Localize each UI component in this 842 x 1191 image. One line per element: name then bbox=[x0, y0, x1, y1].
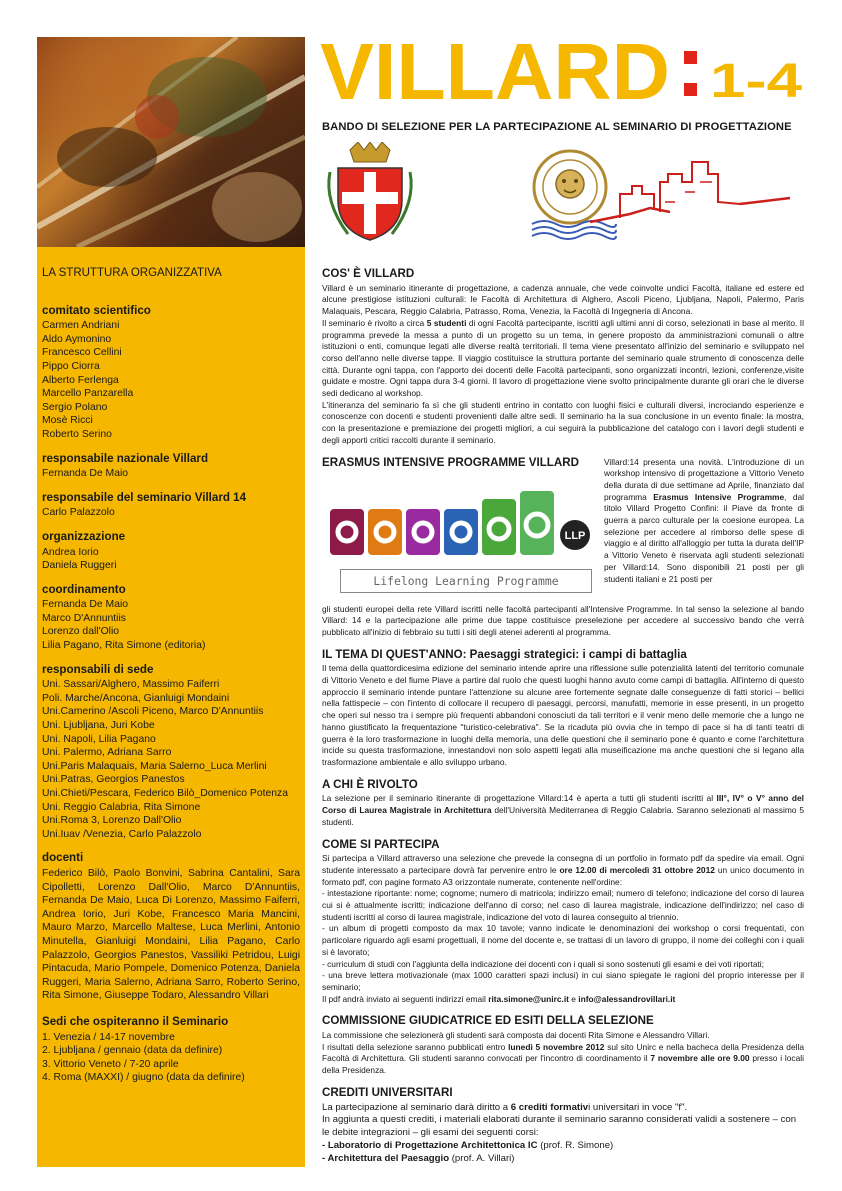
text-span: La partecipazione al seminario darà diritto a bbox=[322, 1101, 511, 1113]
list-item: Uni.Roma 3, Lorenzo Dall'Olio bbox=[42, 815, 182, 827]
list-item: Fernanda De Maio bbox=[42, 599, 129, 611]
list-item: Carmen Andriani bbox=[42, 320, 120, 332]
erasmus-section bbox=[322, 457, 804, 607]
list-item: Uni.Patras, Georgios Panestos bbox=[42, 774, 185, 786]
bold-span: - Architettura del Paesaggio bbox=[322, 1152, 450, 1164]
text-span: La selezione per il seminario itinerante di progettazione Villard:14 è aperta a tutti gli studenti iscritti al bbox=[322, 793, 717, 804]
docenti-list: Federico Bilò, Paolo Bonvini, Sabrina Cantalini, Sara Cipolletti, Lorenzo Dall'Olio, Marco D'Annuntiis, Fernanda De Maio, Luca Di Lorenzo, Massimo Faiferri, Andrea Iorio, Juri Kobe, Francesco Maria Mancini, Mauro Marzo, Marcello Maltese, Luca Merlini, Antonio Minutella, Gianluigi Mondaini, Lilia Pagano, Carlo Palazzolo, Georgios Panestos, Vassiliki Petridou, Luigi Pintacuda, Mario Pompele, Domenico Potenza, Daniela Ruggeri, Maria Salerno, Adriana Sarro, Roberto Serino, Rita Simone, Giuseppe Todaro, Alessandro Villari bbox=[42, 867, 300, 1002]
logo-colon-dot-top bbox=[684, 51, 697, 64]
come-item: - curriculum di studi con l'aggiunta della indicazione dei docenti con i quali si sono sostenuti gli esami e dei voti riportati; bbox=[322, 958, 764, 969]
page-subtitle: BANDO DI SELEZIONE PER LA PARTECIPAZIONE AL SEMINARIO DI PROGETTAZIONE bbox=[322, 121, 792, 133]
list-item: Francesco Cellini bbox=[42, 347, 122, 359]
lion-seal-icon bbox=[532, 151, 616, 239]
come-paragraph bbox=[322, 853, 804, 888]
sidebar-title: LA STRUTTURA ORGANIZZATIVA bbox=[42, 267, 222, 279]
list-item: Andrea Iorio bbox=[42, 546, 99, 558]
text-span: i universitari in voce "f". bbox=[588, 1101, 688, 1113]
organization-sidebar bbox=[37, 247, 305, 1167]
come-mail bbox=[322, 994, 804, 1006]
tema-paragraph: Il tema della quattordicesima edizione del seminario intende aprire una riflessione sulle potenzialità latenti del territorio comunale di Vittorio Veneto e del fiume Piave a partire dal ruolo che questi luoghi hanno avuto come campi di battaglia. All'interno di questo approccio il seminario intende puntare l'attenzione su alcune aree fortemente segnate dalle conseguenze di fatti storici – bellici nella fattispecie – con l'intento di collocare il recupero di paesaggi, percorsi, manufatti, memorie in esse presenti, in un progetto che operi sul nesso tra i sempre più frequenti abbandoni conosciuti da tali territori e il venir meno delle memorie che a lungo ne hanno giustificato la frequentazione "turistico-celebrativa". Se la ricaduta più ovvia che in tempo di pace si ha di tanti teatri di guerra è la loro trasformazione in luoghi della memoria, una delle questioni che il seminario pone è quanto e come l'architettura incide su questa trasformazione, innestandovi non solo aspetti legati alla museificazione ma anche questioni che si legano alla trasformazione ambientale e allo sviluppo urbano. bbox=[322, 663, 804, 767]
list-item: Alberto Ferlenga bbox=[42, 374, 119, 386]
text-span: un unico documento in formato pdf, con pagine formato A3 orizzontale numerate, contenente nell'ordine: bbox=[322, 864, 805, 887]
list-item: Pippo Ciorra bbox=[42, 360, 100, 372]
list-item: Uni. Sassari/Alghero, Massimo Faiferri bbox=[42, 679, 220, 691]
list-item: 1. Venezia / 14-17 novembre bbox=[42, 1031, 175, 1043]
sede-title: responsabili di sede bbox=[42, 662, 154, 676]
llp-badge: LLP bbox=[564, 529, 586, 542]
cos-title: COS' È VILLARD bbox=[322, 267, 415, 280]
list-item: Uni.Chieti/Pescara, Federico Bilò_Domenico Potenza bbox=[42, 788, 289, 799]
crediti-course-1 bbox=[322, 1140, 804, 1153]
sede-list bbox=[42, 678, 300, 841]
list-item: 2. Ljubljana / gennaio (data da definire) bbox=[42, 1045, 223, 1057]
erasmus-bottom-text: gli studenti europei della rete Villard iscritti nelle facoltà partecipanti all'Intensive Programme. In tal senso la selezione al bando Villard: 14 e la partecipazione alle prime due tappe costituisce preselezione per accedere al successivo bando che verrà pubblicato all'inizio di febbraio su tutti i siti degli atenei aderenti al programma. bbox=[322, 603, 804, 637]
logo-number: 1-4 bbox=[710, 55, 803, 105]
erasmus-text bbox=[604, 457, 804, 586]
crediti-title: CREDITI UNIVERSITARI bbox=[322, 1085, 453, 1099]
list-item: Uni.Paris Malaquais, Maria Salerno_Luca Merlini bbox=[42, 760, 267, 772]
coordinamento-list bbox=[42, 598, 300, 652]
list-item: 3. Vittorio Veneto / 7-20 aprile bbox=[42, 1058, 179, 1070]
coordinamento-title: coordinamento bbox=[42, 582, 126, 596]
text-span: sul sito Unirc e nella bacheca della Presidenza della Facoltà di Architettura. Gli studenti saranno convocati per l'incontro di coordinamento il bbox=[322, 1041, 804, 1064]
chi-title: A CHI È RIVOLTO bbox=[322, 777, 418, 791]
resp-nazionale-title: responsabile nazionale Villard bbox=[42, 451, 209, 465]
list-item: Uni. Ljubljana, Juri Kobe bbox=[42, 720, 155, 732]
list-item: Aldo Aymonino bbox=[42, 333, 112, 345]
list-item: Marco D'Annuntiis bbox=[42, 612, 126, 624]
chi-paragraph bbox=[322, 793, 804, 828]
list-item: Lorenzo dall'Olio bbox=[42, 626, 120, 638]
crediti-paragraph-1 bbox=[322, 1102, 804, 1115]
bold-span: Erasmus Intensive Programme bbox=[653, 491, 785, 502]
bold-span: 6 crediti formativ bbox=[510, 1101, 589, 1113]
comitato-list bbox=[42, 319, 300, 441]
cos-paragraph-1: Villard è un seminario itinerante di progettazione, a cadenza annuale, che vede coinvolte undici Facoltà, italiane ed estere ed alcune prestigiose istituzioni culturali: le Facoltà di Architettura di Alghero, Ascoli Piceno, Ljubljana, Napoli, Palermo, Paris Malaquais, Pescara, Reggio Calabria, Patrasso, Roma, Venezia, la Facoltà di Ingegneria di Ancona. bbox=[322, 282, 804, 317]
bold-span: lunedì 5 novembre 2012 bbox=[508, 1041, 605, 1052]
list-item: Daniela Ruggeri bbox=[42, 560, 117, 572]
commissione-title: COMMISSIONE GIUDICATRICE ED ESITI DELLA SELEZIONE bbox=[322, 1014, 654, 1028]
city-coat-of-arms-icon bbox=[329, 142, 411, 240]
organizzazione-list bbox=[42, 546, 300, 573]
comitato-title: comitato scientifico bbox=[42, 303, 151, 317]
come-item: - un album di progetti composto da max 10 tavole; vanno indicate le denominazioni dei workshop o corsi frequentati, con particolare riguardo agli esami progettuali, il nome del docente e, se trattasi di un lavoro di gruppo, il nome dei colleghi con i quali si è lavorato; bbox=[322, 923, 804, 957]
list-item: Uni.Iuav /Venezia, Carlo Palazzolo bbox=[42, 828, 202, 840]
logo-colon-dot-bottom bbox=[684, 83, 697, 96]
text-span: (prof. A. Villari) bbox=[449, 1152, 515, 1164]
list-item: Uni. Reggio Calabria, Rita Simone bbox=[42, 801, 201, 813]
cos-paragraph-3: L'itineranza del seminario fa sì che gli studenti entrino in contatto con luoghi fisici e culturali diversi, incrociando esperienze e conoscenze con docenti e studenti provenienti dalle altre sedi. Il seminario ha la sua conclusione in un evento finale: la mostra, con la presentazione e premiazione dei progetti migliori, a cui seguirà la pubblicazione del catalogo con i lavori degli studenti e degli apporti critici raccolti durante il seminario. bbox=[322, 399, 804, 445]
villard-logo bbox=[318, 35, 808, 105]
text-span: Il pdf andrà inviato ai seguenti indirizzi email bbox=[322, 993, 489, 1004]
crediti-course-2 bbox=[322, 1153, 804, 1166]
list-item: Poli. Marche/Ancona, Gianluigi Mondaini bbox=[42, 692, 230, 704]
text-span: Si partecipa a Villard attraverso una selezione che prevede la consegna di un portfolio in formato pdf da spedire via email. Ogni studente interessato a partecipare dovrà far pervenire entro le bbox=[322, 853, 804, 875]
castle-outline-icon bbox=[590, 162, 790, 222]
come-item: - una breve lettera motivazionale (max 1000 caratteri spazi inclusi) in cui siano spiegate le ragioni del proprio interesse per il seminario; bbox=[322, 970, 804, 992]
institution-emblems bbox=[320, 142, 810, 242]
llp-text: Lifelong Learning Programme bbox=[340, 569, 592, 593]
come-item: - intestazione riportante: nome; cognome; numero di matricola; indirizzo email; numero di telefono; indicazione del corso di laurea cui si è attualmente iscritti; indicazione dell'anno di corso; nel caso di laurea magistrale, indicazione dell'indirizzo; nel caso di studenti iscritti al corso di laurea magistrale, indicazione del voto di laurea conseguito al triennio. bbox=[322, 888, 804, 922]
commissione-paragraph-2 bbox=[322, 1042, 804, 1077]
crediti-paragraph-2: In aggiunta a questi crediti, i materiali elaborati durante il seminario saranno considerati validi a sostenere – con le debite integrazioni – gli esami dei seguenti corsi: bbox=[322, 1114, 797, 1139]
organizzazione-title: organizzazione bbox=[42, 529, 126, 543]
bold-span: 5 studenti bbox=[426, 317, 467, 328]
text-span: , dal titolo Villard Progetto Confini: il Piave da fronte di guerra a parco culturale per la coesione europea. La selezione per accedere al rimborso delle spese di viaggio e al diritto all'alloggio per tutta la durata dell'IP a Vittorio Veneto è riservata agli studenti selezionati per Villard:14. Sono disponibili 21 posti per gli studenti italiani e 21 posti per bbox=[604, 491, 804, 584]
list-item: Uni. Napoli, Lilia Pagano bbox=[42, 733, 156, 745]
sedi-list bbox=[42, 1031, 300, 1085]
list-item: Marcello Panzarella bbox=[42, 388, 134, 400]
email-link[interactable]: rita.simone@unirc.it bbox=[488, 993, 569, 1004]
bold-span: 7 novembre alle ore 9.00 bbox=[650, 1053, 750, 1064]
list-item: Lilia Pagano, Rita Simone (editoria) bbox=[42, 640, 206, 652]
text-span: Villard:14 presenta una novità. L'introduzione di un workshop intensivo di progettazione a Vittorio Veneto della durata di due settimane ad Aprile, finanziato dal programma bbox=[604, 456, 804, 502]
list-item: 4. Roma (MAXXI) / giugno (data da definire) bbox=[42, 1072, 245, 1084]
cos-paragraph-2 bbox=[322, 318, 804, 400]
list-item: Uni. Palermo, Adriana Sarro bbox=[42, 747, 172, 759]
resp-nazionale-name: Fernanda De Maio bbox=[42, 468, 129, 480]
email-link[interactable]: info@alessandrovillari.it bbox=[578, 993, 676, 1004]
sedi-title: Sedi che ospiteranno il Seminario bbox=[42, 1014, 229, 1028]
tema-title: IL TEMA DI QUEST'ANNO: Paesaggi strategici: i campi di battaglia bbox=[322, 647, 687, 661]
main-content bbox=[322, 268, 804, 1166]
text-span: (prof. R. Simone) bbox=[537, 1139, 614, 1151]
hero-painting-image bbox=[37, 37, 305, 247]
text-span: Il seminario è rivolto a circa bbox=[322, 317, 427, 328]
bold-span: ore 12.00 di mercoledì 31 ottobre 2012 bbox=[559, 864, 715, 875]
text-span: presso i locali della Presidenza. bbox=[322, 1053, 804, 1076]
text-span: di ogni Facoltà partecipante, iscritti agli ultimi anni di corso, selezionati in base al merito. Il programma prevede la messa a punto di un progetto su un tema, in genere proposto da amministrazioni comunali o altre istituzioni o enti, comunque legati alle diverse realtà territoriali. Il tema viene presentato all'inizio del seminario e sviluppato nel corso dell'anno nelle diverse tappe. Il viaggio costituisce la struttura portante del seminario quale strumento di conoscenza delle città. Durante ogni tappa, con l'apporto dei docenti delle Facoltà partecipanti, sono organizzati incontri, lezioni, conferenze,visite guidate e mostre. Ogni tappa dura 3-4 giorni. Il lavoro di progettazione viene svolto principalmente durante gli orari che le diverse sedi dedicano al workshop. bbox=[322, 317, 804, 399]
docenti-title: docenti bbox=[42, 851, 84, 865]
come-title: COME SI PARTECIPA bbox=[322, 837, 440, 851]
list-item: Sergio Polano bbox=[42, 401, 108, 413]
logo-word: VILLARD bbox=[320, 35, 670, 105]
resp-seminario-name: Carlo Palazzolo bbox=[42, 507, 115, 519]
bold-span: - Laboratorio di Progettazione Architettonica IC bbox=[322, 1139, 538, 1151]
llp-logo bbox=[330, 491, 590, 593]
resp-seminario-title: responsabile del seminario Villard 14 bbox=[42, 490, 247, 504]
bold-span: III°, IV° o V° anno del Corso di Laurea Magistrale in Architettura bbox=[322, 793, 804, 816]
list-item: Mosè Ricci bbox=[42, 415, 93, 427]
erasmus-left bbox=[322, 455, 594, 588]
text-span: dell'Università Mediterranea di Reggio Calabria. Saranno selezionati al massimo 5 studenti. bbox=[322, 805, 804, 827]
text-span: e bbox=[568, 993, 579, 1004]
list-item: Uni.Camerino /Ascoli Piceno, Marco D'Annuntiis bbox=[42, 706, 264, 718]
text-span: I risultati della selezione saranno pubblicati entro bbox=[322, 1041, 509, 1052]
erasmus-title: ERASMUS INTENSIVE PROGRAMME VILLARD bbox=[322, 455, 580, 469]
commissione-paragraph-1: La commissione che selezionerà gli studenti sarà composta dai docenti Rita Simone e Alessandro Villari. bbox=[322, 1030, 710, 1041]
list-item: Roberto Serino bbox=[42, 428, 112, 440]
